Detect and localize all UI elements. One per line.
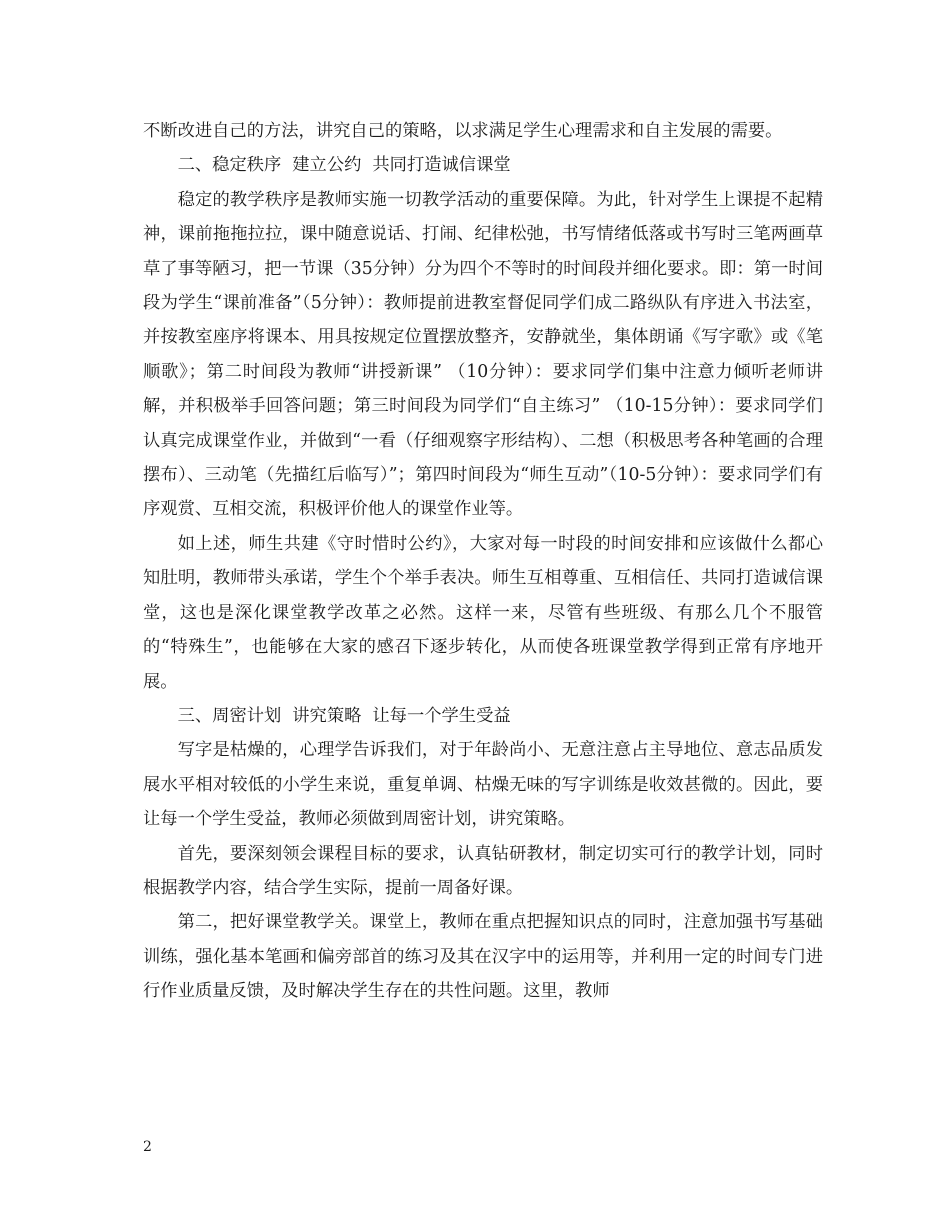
paragraph-1: 不断改进自己的方法，讲究自己的策略，以求满足学生心理需求和自主发展的需要。 xyxy=(143,121,783,141)
document-body xyxy=(143,114,823,1009)
paragraph-4: 写字是枯燥的，心理学告诉我们，对于年龄尚小、无意注意占主导地位、意志品质发展水平相对较低的小学生来说，重复单调、枯燥无味的写字训练是收效甚微的。因此，要让每一个学生受益，教师必须做到周密计划，讲究策略。 xyxy=(143,740,823,830)
paragraph-3: 如上述，师生共建《守时惜时公约》，大家对每一时段的时间安排和应该做什么都心知肚明，教师带头承诺，学生个个举手表决。师生互相尊重、互相信任、共同打造诚信课堂，这也是深化课堂教学改革之必然。这样一来，尽管有些班级、有那么几个不服管的“特殊生”，也能够在大家的感召下逐步转化，从而使各班课堂教学得到正常有序地开展。 xyxy=(143,533,823,692)
section-heading-2: 二、稳定秩序 建立公约 共同打造诚信课堂 xyxy=(177,155,511,176)
section-heading-3: 三、周密计划 讲究策略 让每一个学生受益 xyxy=(177,705,511,726)
paragraph-6: 第二，把好课堂教学关。课堂上，教师在重点把握知识点的同时，注意加强书写基础训练，强化基本笔画和偏旁部首的练习及其在汉字中的运用等，并利用一定的时间专门进行作业质量反馈，及时解决学生存在的共性问题。这里，教师 xyxy=(143,912,823,1002)
page-number: 2 xyxy=(143,1139,152,1155)
paragraph-2: 稳定的教学秩序是教师实施一切教学活动的重要保障。为此，针对学生上课提不起精神，课前拖拖拉拉，课中随意说话、打闹、纪律松弛，书写情绪低落或书写时三笔两画草草了事等陋习，把一节课（35分钟）分为四个不等时的时间段并细化要求。即：第一时间段为学生“课前准备”（5分钟）：教师提前进教室督促同学们成二路纵队有序进入书法室，并按教室座序将课本、用具按规定位置摆放整齐，安静就坐，集体朗诵《写字歌》或《笔顺歌》；第二时间段为教师“讲授新课” （10分钟）：要求同学们集中注意力倾听老师讲解，并积极举手回答问题；第三时间段为同学们“自主练习” （10-15分钟）：要求同学们认真完成课堂作业，并做到“一看（仔细观察字形结构）、二想（积极思考各种笔画的合理摆布）、三动笔（先描红后临写）”；第四时间段为“师生互动”（10-5分钟）：要求同学们有序观赏、互相交流，积极评价他人的课堂作业等。 xyxy=(143,189,823,520)
paragraph-5: 首先，要深刻领会课程目标的要求，认真钻研教材，制定切实可行的教学计划，同时根据教学内容，结合学生实际，提前一周备好课。 xyxy=(143,843,823,898)
